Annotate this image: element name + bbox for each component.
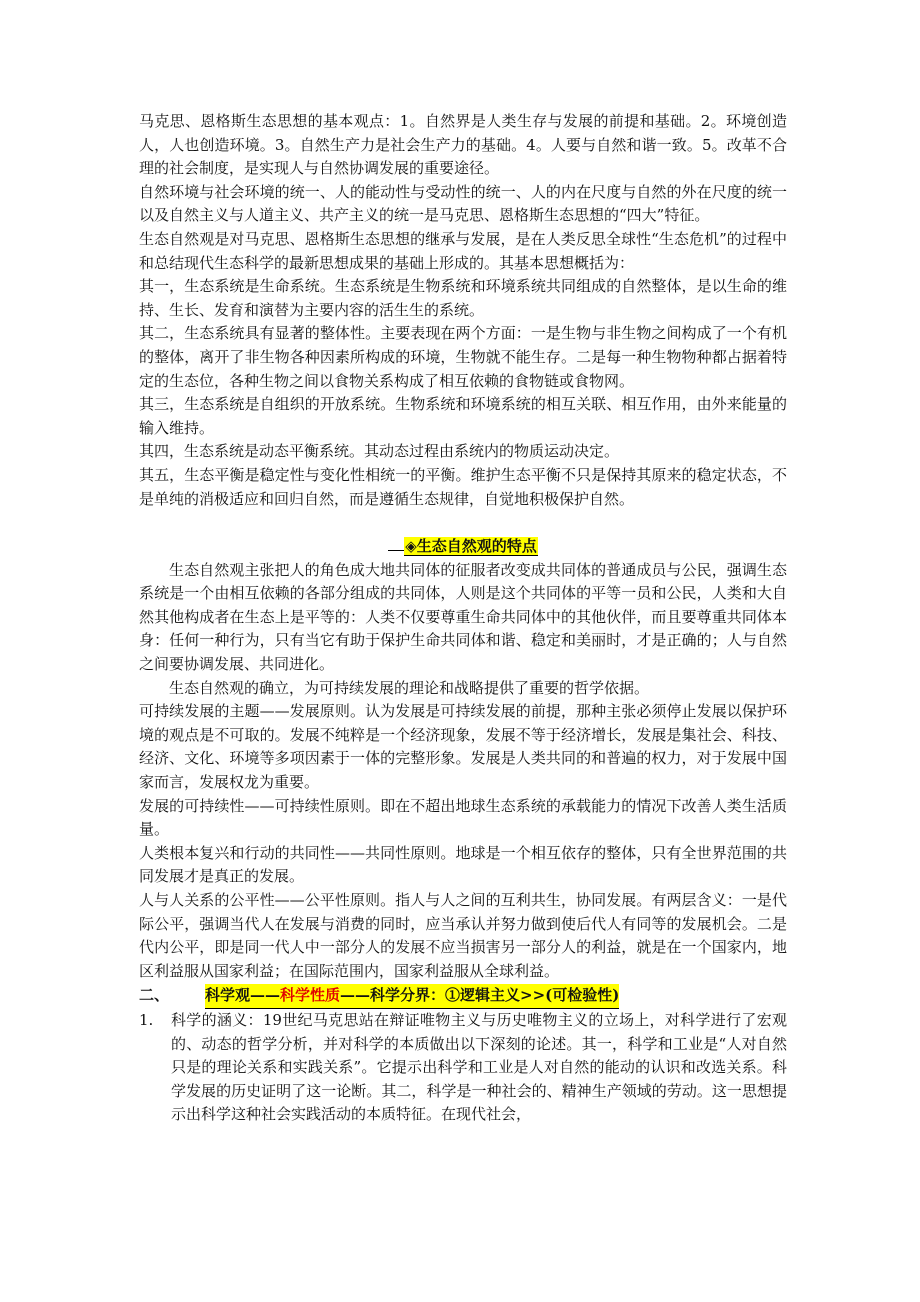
blank-line: [139, 511, 787, 534]
paragraph: 其三，生态系统是自组织的开放系统。生物系统和环境系统的相互关联、相互作用，由外来能量的输入维持。: [139, 395, 787, 437]
paragraph: 其五，生态平衡是稳定性与变化性相统一的平衡。维护生态平衡不只是保持其原来的稳定状态，不是单纯的消极适应和回归自然，而是遵循生态规律，自觉地积极保护自然。: [139, 465, 787, 508]
section-title-part: 科学观——: [205, 986, 281, 1005]
section-number: 二、: [139, 986, 170, 1005]
list-item-text: 科学的涵义：19世纪马克思站在辩证唯物主义与历史唯物主义的立场上，对科学进行了宏观的、动态的哲学分析，并对科学的本质做出以下深刻的论述。其一，科学和工业是“人对自然只是的理论关系和实践关系”。它提示出科学和工业是人对自然的能动的认识和改选关系。科学发展的历史证明了这一论断。其二，科学是一种社会的、精神生产领域的劳动。这一思想提示出科学这种社会实践活动的本质特征。在现代社会，: [171, 1010, 787, 1124]
heading-underline: [388, 534, 404, 551]
section-heading: [139, 534, 787, 559]
paragraph: 马克思、恩格斯生态思想的基本观点：1。自然界是人类生存与发展的前提和基础。2。环境创造人，人也创造环境。3。自然生产力是社会生产力的基础。4。人要与自然和谐一致。5。改革不合理的社会制度，是实现人与自然协调发展的重要途径。: [139, 112, 787, 178]
paragraph: 其二，生态系统具有显著的整体性。主要表现在两个方面：一是生物与非生物之间构成了一个有机的整体，离开了非生物各种因素所构成的环境，生物就不能生存。二是每一种生物物种都占据着特定的生态位，各种生物之间以食物关系构成了相互依赖的食物链或食物网。: [139, 324, 787, 390]
paragraph: 生态自然观是对马克思、恩格斯生态思想的继承与发展，是在人类反思全球性“生态危机”的过程中和总结现代生态科学的最新思想成果的基础上形成的。其基本思想概括为：: [139, 229, 787, 272]
paragraph: 生态自然观主张把人的角色成大地共同体的征服者改变成共同体的普通成员与公民，强调生态系统是一个由相互依赖的各部分组成的共同体，人则是这个共同体的平等一员和公民，人类和大自然其他构成者在生态上是平等的：人类不仅要尊重生命共同体中的其他伙伴，而且要尊重共同体本身：任何一种行为，只有当它有助于保护生命共同体和谐、稳定和美丽时，才是正确的；人与自然之间要协调发展、共同进化。: [139, 560, 787, 674]
paragraph: 其一，生态系统是生命系统。生态系统是生物系统和环境系统共同组成的自然整体，是以生命的维持、生长、发育和演替为主要内容的活生生的系统。: [139, 277, 787, 319]
section-title: [205, 984, 619, 1009]
paragraph: 可持续发展的主题——发展原则。认为发展是可持续发展的前提，那种主张必须停止发展以保护环境的观点是不可取的。发展不纯粹是一个经济现象，发展不等于经济增长，发展是集社会、科技、经济、文化、环境等多项因素于一体的完整形象。发展是人类共同的和普遍的权力，对于发展中国家而言，发展权龙为重要。: [139, 702, 787, 792]
paragraph: 自然环境与社会环境的统一、人的能动性与受动性的统一、人的内在尺度与自然的外在尺度的统一以及自然主义与人道主义、共产主义的统一是马克思、恩格斯生态思想的“四大”特征。: [139, 182, 787, 225]
paragraph: 生态自然观的确立，为可持续发展的理论和战略提供了重要的哲学依据。: [169, 678, 650, 697]
paragraph: 其四，生态系统是动态平衡系统。其动态过程由系统内的物质运动决定。: [139, 442, 620, 461]
document-page: [139, 110, 787, 1127]
list-item: [139, 1009, 787, 1127]
list-item-number: 1.: [139, 1010, 154, 1029]
section-title-part: ——科学分界：①逻辑主义>>(可检验性): [340, 986, 620, 1005]
paragraph: 人与人关系的公平性——公平性原则。指人与人之间的互利共生，协同发展。有两层含义：一是代际公平，强调当代人在发展与消费的同时，应当承认并努力做到使后代人有同等的发展机会。二是代内公平，即是同一代人中一部分人的发展不应当损害另一部分人的利益，就是在一个国家内，地区利益服从国家利益；在国际范围内，国家利益服从全球利益。: [139, 891, 787, 980]
section-title-red: 科学性质: [280, 986, 341, 1005]
paragraph: 发展的可持续性——可持续性原则。即在不超出地球生态系统的承载能力的情况下改善人类生活质量。: [139, 796, 787, 839]
paragraph: 人类根本复兴和行动的共同性——共同性原则。地球是一个相互依存的整体，只有全世界范围的共同发展才是真正的发展。: [139, 843, 787, 886]
heading-text: ◈生态自然观的特点: [405, 537, 537, 556]
section-2-heading: [139, 984, 787, 1009]
